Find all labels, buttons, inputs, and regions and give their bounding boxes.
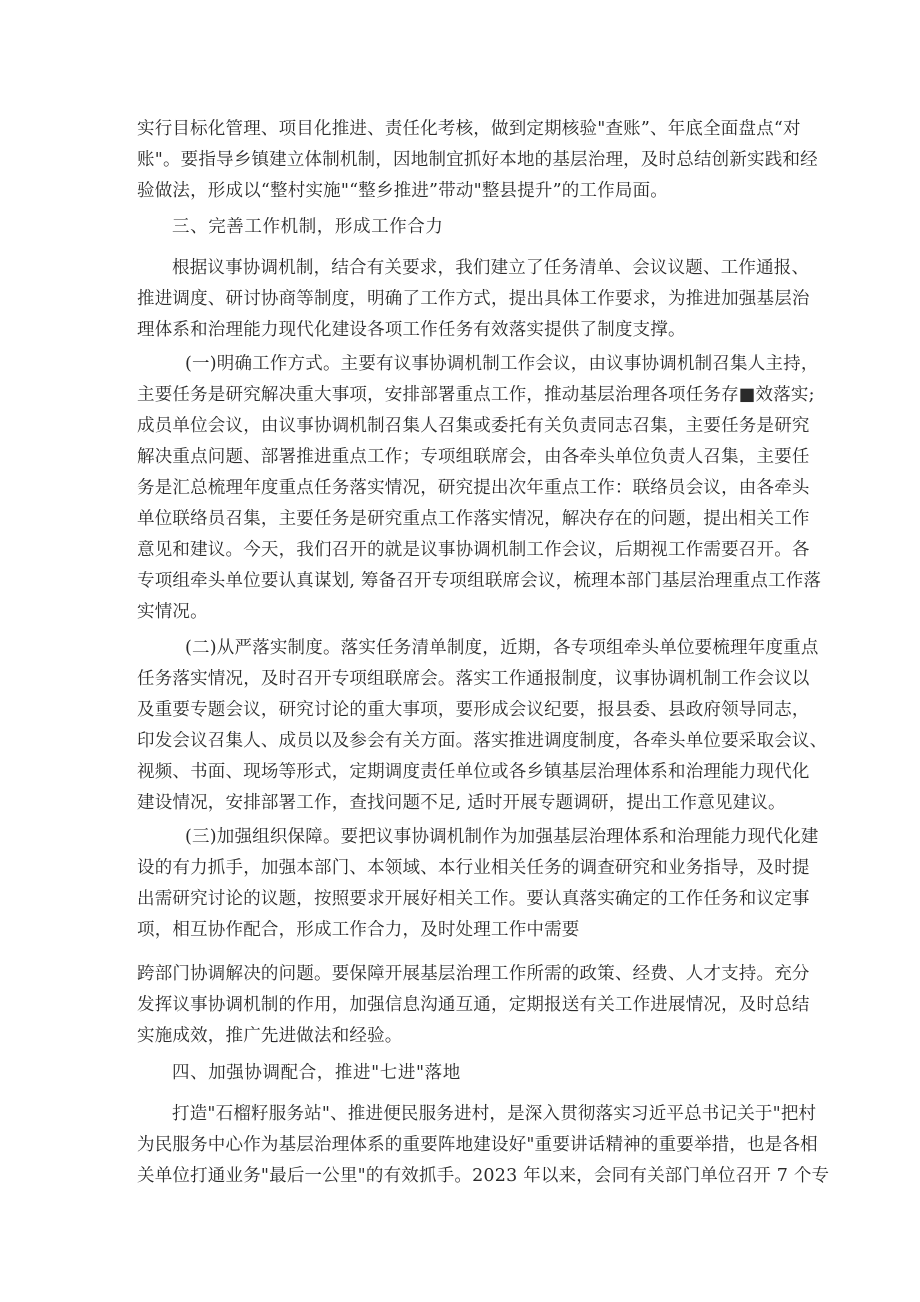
paragraph-line: 关单位打通业务"最后一公里"的有效抓手。2023 年以来，会同有关部门单位召开 7 个专 (137, 1166, 830, 1186)
paragraph-line: 出需研究讨论的议题，按照要求开展好相关工作。要认真落实确定的工作任务和议定事 (137, 889, 810, 909)
paragraph-line: 印发会议召集人、成员以及参会有关方面。落实推进调度制度，各牵头单位要采取会议、 (137, 731, 828, 751)
paragraph-line: (一)明确工作方式。主要有议事协调机制工作会议，由议事协调机制召集人主持， (185, 354, 819, 374)
paragraph-line: 根据议事协调机制，结合有关要求，我们建立了任务清单、会议议题、工作通报、 (172, 258, 810, 278)
paragraph-line: 实行目标化管理、项目化推进、责任化考核，做到定期核验"查账”、年底全面盘点“对 (137, 119, 801, 139)
paragraph-line: 任务落实情况，及时召开专项组联席会。落实工作通报制度，议事协调机制工作会议以 (137, 669, 810, 689)
paragraph-line: 发挥议事协调机制的作用，加强信息沟通互通，定期报送有关工作进展情况，及时总结 (137, 995, 810, 1015)
section-heading: 四、加强协调配合，推进"七进"落地 (172, 1063, 461, 1083)
section-heading: 三、完善工作机制，形成工作合力 (172, 217, 444, 237)
paragraph-line: 主要任务是研究解决重大事项，安排部署重点工作，推动基层治理各项任务存■效落实; (137, 385, 815, 405)
paragraph-line: 解决重点问题、部署推进重点工作；专项组联席会，由各牵头单位负责人召集，主要任 (137, 447, 810, 467)
paragraph-line: 账"。要指导乡镇建立体制机制，因地制宜抓好本地的基层治理，及时总结创新实践和经 (137, 150, 818, 170)
paragraph-line: 建设情况，安排部署工作，查找问题不足, 适时开展专题调研，提出工作意见建议。 (137, 793, 786, 813)
paragraph-line: 视频、书面、现场等形式，定期调度责任单位或各乡镇基层治理体系和治理能力现代化 (137, 762, 810, 782)
paragraph-line: 意见和建议。今天，我们召开的就是议事协调机制工作会议，后期视工作需要召开。各 (137, 540, 810, 560)
paragraph-line: 跨部门协调解决的问题。要保障开展基层治理工作所需的政策、经费、人才支持。充分 (137, 964, 810, 984)
paragraph-line: (二)从严落实制度。落实任务清单制度，近期，各专项组牵头单位要梳理年度重点 (185, 638, 819, 658)
paragraph-line: 成员单位会议，由议事协调机制召集人召集或委托有关负责同志召集，主要任务是研究 (137, 416, 810, 436)
paragraph-line: 及重要专题会议，研究讨论的重大事项，要形成会议纪要，报县委、县政府领导同志， (137, 700, 810, 720)
paragraph-line: 推进调度、研讨协商等制度，明确了工作方式，提出具体工作要求，为推进加强基层治 (137, 289, 810, 309)
paragraph-line: (三)加强组织保障。要把议事协调机制作为加强基层治理体系和治理能力现代化建 (185, 827, 819, 847)
paragraph-line: 项，相互协作配合，形成工作合力，及时处理工作中需要 (137, 920, 580, 940)
paragraph-line: 理体系和治理能力现代化建设各项工作任务有效落实提供了制度支撑。 (137, 320, 686, 340)
paragraph-line: 为民服务中心作为基层治理体系的重要阵地建设好"重要讲话精神的重要举措，也是各相 (137, 1135, 818, 1155)
paragraph-line: 打造"石榴籽服务站"、推进便民服务进村，是深入贯彻落实习近平总书记关于"把村 (172, 1104, 817, 1124)
paragraph-line: 务是汇总梳理年度重点任务落实情况，研究提出次年重点工作：联络员会议，由各牵头 (137, 478, 810, 498)
paragraph-line: 单位联络员召集，主要任务是研究重点工作落实情况，解决存在的问题，提出相关工作 (137, 509, 810, 529)
paragraph-line: 实施成效，推广先进做法和经验。 (137, 1026, 403, 1046)
paragraph-line: 验做法，形成以“整村实施"“整乡推进”带动"整县提升”的工作局面。 (137, 181, 668, 201)
paragraph-line: 实情况。 (137, 602, 208, 622)
paragraph-line: 设的有力抓手，加强本部门、本领域、本行业相关任务的调查研究和业务指导，及时提 (137, 858, 810, 878)
paragraph-line: 专项组牵头单位要认真谋划, 筹备召开专项组联席会议，梳理本部门基层治理重点工作落 (137, 571, 822, 591)
